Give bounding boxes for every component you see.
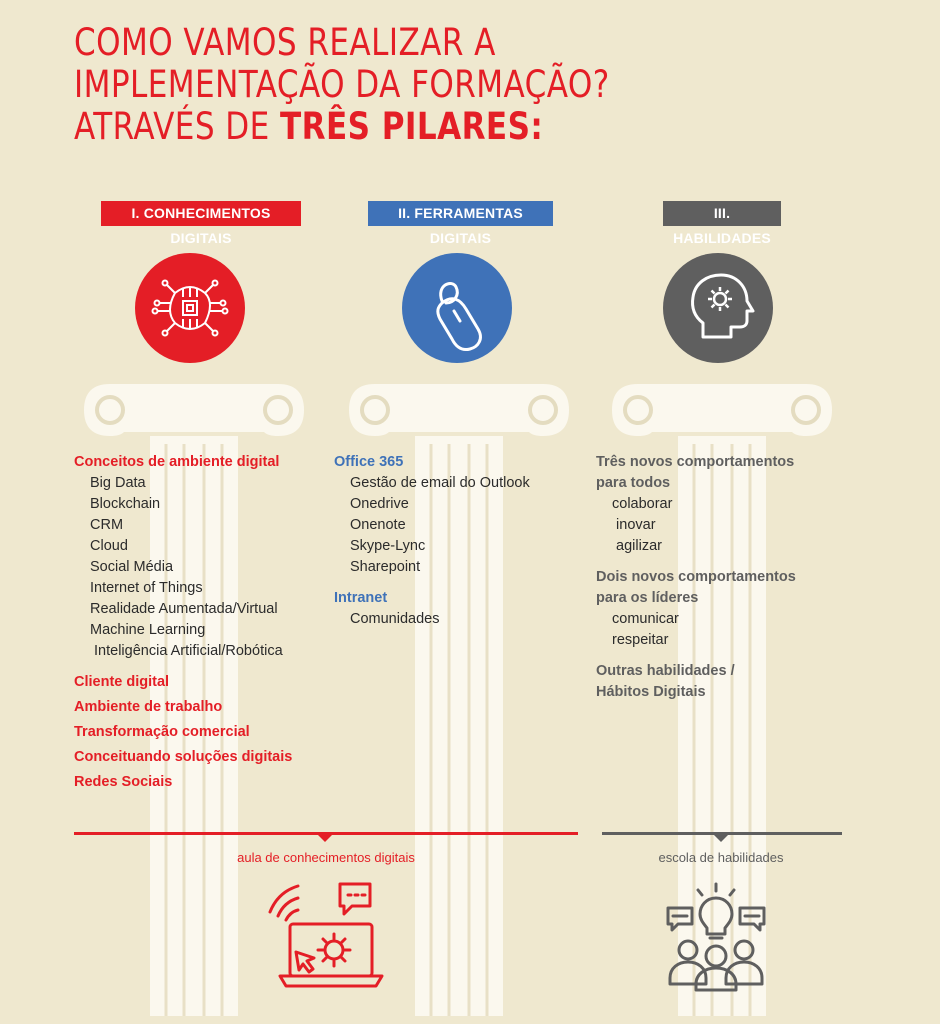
bottom-label-right: escola de habilidades (658, 850, 784, 865)
title-line-2: IMPLEMENTAÇÃO DA FORMAÇÃO? (74, 63, 610, 106)
group-heading: Três novos comportamentos (596, 454, 795, 470)
group-heading-line-2: para todos (596, 475, 671, 491)
title-line-3-bold: TRÊS PILARES: (280, 105, 544, 148)
list-item: Cloud (90, 538, 128, 554)
group-heading: Ambiente de trabalho (74, 699, 223, 715)
page-title (74, 22, 796, 148)
group-heading-line-2: para os líderes (596, 590, 699, 606)
group-heading: Office 365 (334, 454, 404, 470)
list-item: Inteligência Artificial/Robótica (90, 643, 283, 659)
list-item: colaborar (612, 496, 673, 512)
group-heading-line-2: Hábitos Digitais (596, 684, 706, 700)
pillar-1-content (74, 452, 374, 793)
pillar-label-habilidades: III. HABILIDADES (663, 201, 781, 226)
list-item: Big Data (90, 475, 146, 491)
title-line-3 (74, 106, 796, 148)
list-item: Social Média (90, 559, 174, 575)
divider-red-pointer (318, 835, 332, 842)
bottom-label-left: aula de conhecimentos digitais (237, 850, 415, 865)
list-item: CRM (90, 517, 124, 533)
head-gear-icon (663, 253, 773, 363)
group-heading: Conceitos de ambiente digital (74, 454, 280, 470)
team-idea-icon (660, 880, 772, 992)
list-item: agilizar (612, 538, 662, 554)
list-item: respeitar (612, 632, 669, 648)
group-heading: Outras habilidades / (596, 663, 735, 679)
laptop-settings-icon (262, 878, 392, 1000)
list-item: Blockchain (90, 496, 161, 512)
list-item: Internet of Things (90, 580, 203, 596)
group-heading: Conceituando soluções digitais (74, 749, 293, 765)
title-line-3-prefix: ATRAVÉS DE (74, 105, 281, 148)
divider-gray-pointer (714, 835, 728, 842)
list-item: Sharepoint (350, 559, 421, 575)
group-heading: Dois novos comportamentos (596, 569, 796, 585)
list-item: Machine Learning (90, 622, 206, 638)
group-heading: Intranet (334, 590, 388, 606)
brain-chip-icon (135, 253, 245, 363)
pillar-2-content (334, 452, 574, 630)
pillar-label-conhecimentos: I. CONHECIMENTOS DIGITAIS (101, 201, 301, 226)
list-item: Onenote (350, 517, 406, 533)
list-item: Realidade Aumentada/Virtual (90, 601, 278, 617)
pillar-3-content (596, 452, 836, 703)
group-heading: Transformação comercial (74, 724, 250, 740)
list-item: Comunidades (350, 611, 440, 627)
title-line-1: COMO VAMOS REALIZAR A (74, 21, 496, 64)
pillar-label-ferramentas: II. FERRAMENTAS DIGITAIS (368, 201, 553, 226)
group-heading: Cliente digital (74, 674, 170, 690)
mouse-icon (402, 253, 512, 363)
group-heading: Redes Sociais (74, 774, 173, 790)
list-item: inovar (612, 517, 656, 533)
list-item: Onedrive (350, 496, 409, 512)
list-item: comunicar (612, 611, 679, 627)
list-item: Gestão de email do Outlook (350, 475, 530, 491)
list-item: Skype-Lync (350, 538, 426, 554)
